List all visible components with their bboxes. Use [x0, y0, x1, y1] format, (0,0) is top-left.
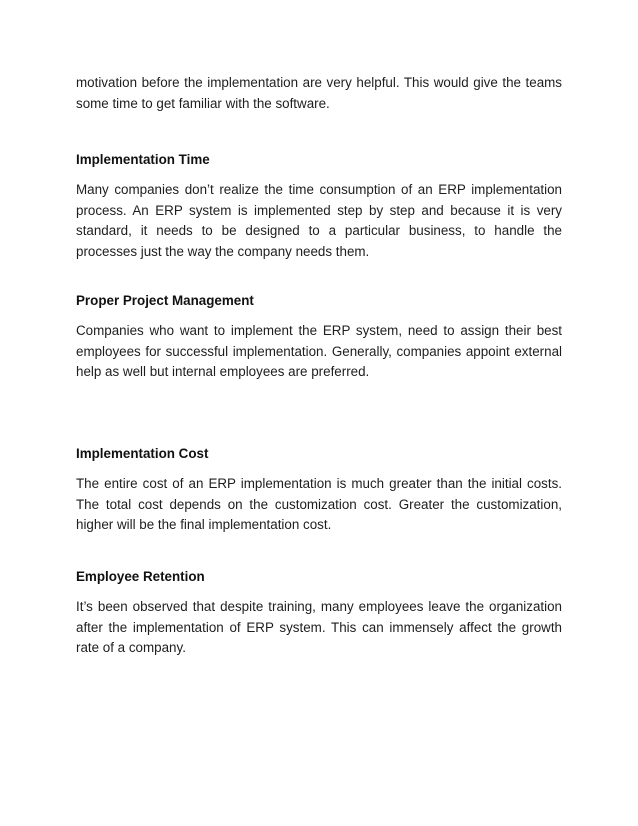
section-heading: Implementation Time — [76, 152, 210, 167]
section-heading: Proper Project Management — [76, 293, 254, 308]
section-heading: Employee Retention — [76, 569, 205, 584]
intro-paragraph: motivation before the implementation are very helpful. This would give the teams some time to get familiar with the software. — [76, 75, 562, 111]
section-paragraph: Companies who want to implement the ERP system, need to assign their best employees for successful implementation. Generally, companies appoint external help as well but internal employees are preferred. — [76, 323, 562, 379]
section-implementation-time — [76, 150, 562, 262]
section-paragraph: Many companies don’t realize the time consumption of an ERP implementation process. An ERP system is implemented step by step and because it is very standard, it needs to be designed to a particular business, to handle the processes just the way the company needs them. — [76, 182, 562, 259]
section-paragraph: The entire cost of an ERP implementation is much greater than the initial costs. The total cost depends on the customization cost. Greater the customization, higher will be the final implementation cost. — [76, 476, 562, 532]
section-paragraph: It’s been observed that despite training, many employees leave the organization after the implementation of ERP system. This can immensely affect the growth rate of a company. — [76, 599, 562, 655]
section-implementation-cost — [76, 444, 562, 536]
intro-block — [76, 73, 562, 114]
section-employee-retention — [76, 567, 562, 659]
section-proper-project-management — [76, 291, 562, 383]
section-heading: Implementation Cost — [76, 446, 209, 461]
